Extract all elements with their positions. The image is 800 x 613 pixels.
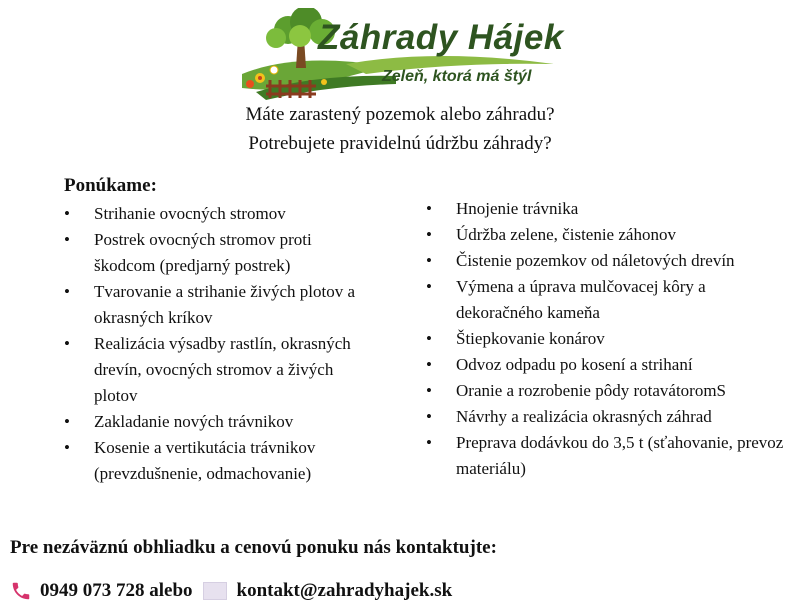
contact-heading: Pre nezáväznú obhliadku a cenovú ponuku nás kontaktujte:	[10, 537, 497, 558]
brand-name: Záhrady Hájek	[318, 18, 564, 57]
list-item: • Údržba zelene, čistenie záhonov	[426, 222, 796, 248]
list-item: • Kosenie a vertikutácia trávnikov (prevzdušnenie, odmachovanie)	[64, 435, 364, 487]
intro-question-2: Potrebujete pravidelnú údržbu záhrady?	[248, 133, 552, 154]
list-item: • Návrhy a realizácia okrasných záhrad	[426, 404, 796, 430]
list-item: • Štiepkovanie konárov	[426, 326, 796, 352]
list-item: • Strihanie ovocných stromov	[64, 201, 364, 227]
list-item: • Výmena a úprava mulčovacej kôry a dekoračného kameňa	[426, 274, 796, 326]
email-address[interactable]: kontakt@zahradyhajek.sk	[236, 580, 453, 601]
intro-question-1: Máte zarastený pozemok alebo záhradu?	[245, 104, 555, 125]
list-item: • Preprava dodávkou do 3,5 t (sťahovanie, prevoz materiálu)	[426, 430, 796, 482]
list-item: • Oranie a rozrobenie pôdy rotavátoromS	[426, 378, 796, 404]
offer-heading: Ponúkame:	[64, 175, 157, 196]
services-list-left	[64, 201, 364, 487]
list-item: • Tvarovanie a strihanie živých plotov a okrasných kríkov	[64, 279, 364, 331]
contact-line	[10, 580, 452, 602]
brand-tagline: Zeleň, ktorá má štýl	[382, 68, 532, 85]
phone-number[interactable]: 0949 073 728 alebo	[40, 580, 193, 601]
list-item: • Odvoz odpadu po kosení a strihaní	[426, 352, 796, 378]
services-list-right	[426, 196, 796, 482]
list-item: • Realizácia výsadby rastlín, okrasných drevín, ovocných stromov a živých plotov	[64, 331, 364, 409]
list-item: • Hnojenie trávnika	[426, 196, 796, 222]
list-item: • Postrek ovocných stromov proti škodcom (predjarný postrek)	[64, 227, 364, 279]
phone-icon	[10, 580, 32, 602]
list-item: • Zakladanie nových trávnikov	[64, 409, 364, 435]
list-item: • Čistenie pozemkov od náletových drevín	[426, 248, 796, 274]
mail-icon	[203, 582, 227, 600]
